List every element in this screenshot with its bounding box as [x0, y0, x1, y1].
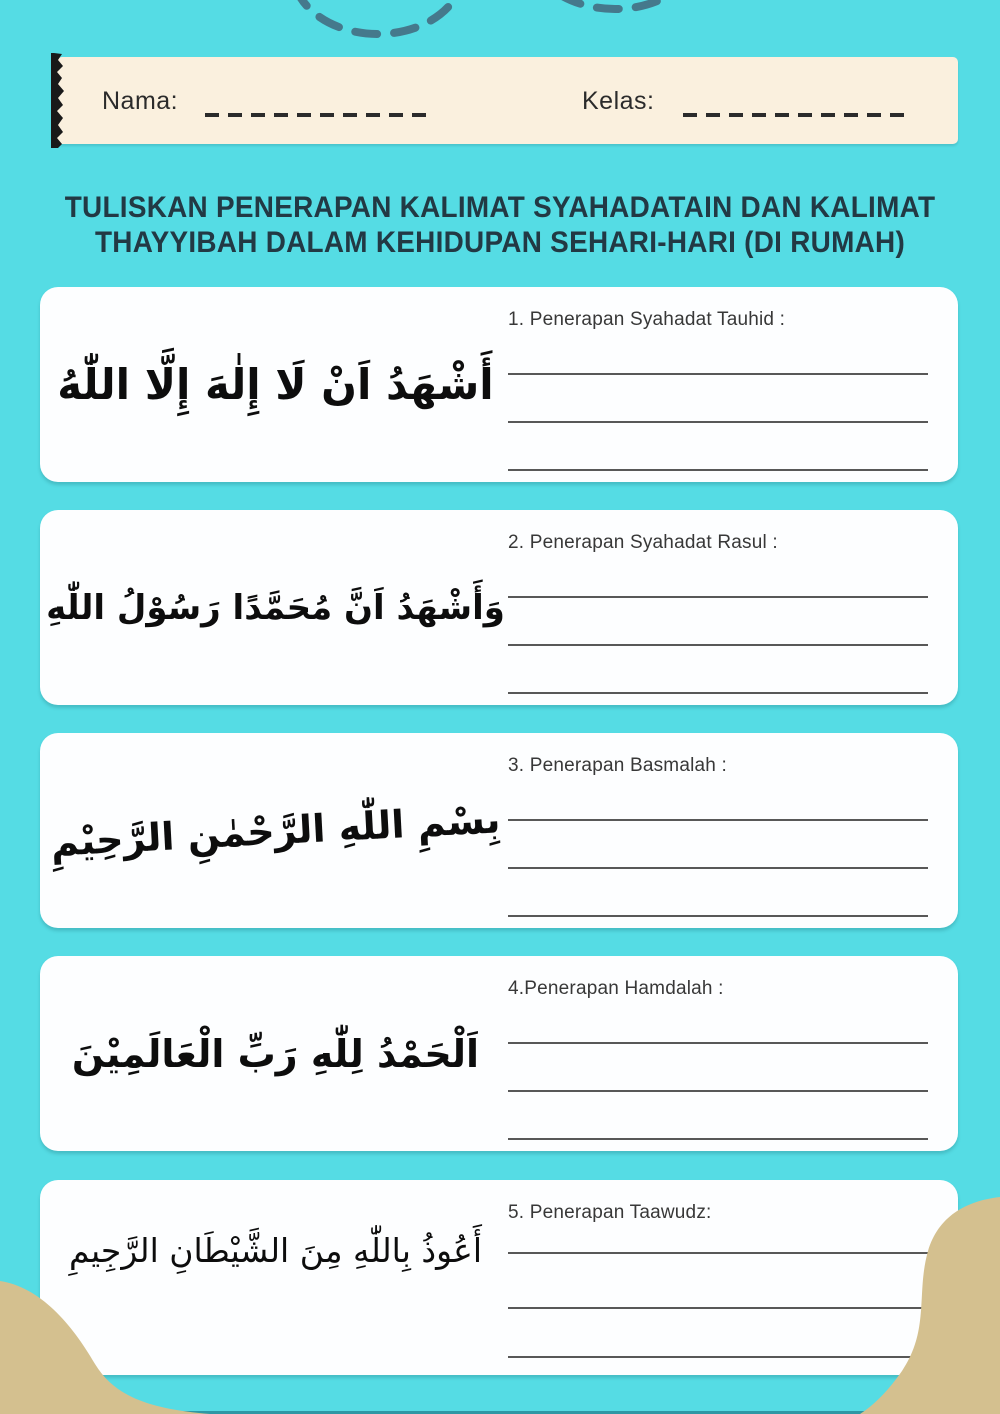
task-card-basmalah [40, 733, 958, 928]
dashed-arc-decoration [0, 0, 1000, 62]
answer-line[interactable] [508, 1138, 928, 1140]
worksheet-title-line2: THAYYIBAH DALAM KEHIDUPAN SEHARI-HARI (DI RUMAH) [94, 226, 906, 260]
arabic-calligraphy-taawudz: أَعُوذُ بِاللّٰهِ مِنَ الشَّيْطَانِ الرَّجِيمِ [69, 1230, 482, 1270]
answer-line[interactable] [508, 421, 928, 423]
card-prompt-label: 3. Penerapan Basmalah : [508, 755, 728, 776]
answer-line[interactable] [508, 469, 928, 471]
task-card-syahadat-rasul [40, 510, 958, 705]
task-card-hamdalah [40, 956, 958, 1151]
card-prompt-label: 4.Penerapan Hamdalah : [508, 978, 724, 999]
tan-blob-bottom-left-decoration [0, 1229, 380, 1414]
task-card-syahadat-tauhid [40, 287, 958, 482]
answer-line[interactable] [508, 819, 928, 821]
answer-line[interactable] [508, 867, 928, 869]
kelas-fill-line[interactable] [683, 113, 905, 117]
arabic-calligraphy-basmalah: بِسْمِ اللّٰهِ الرَّحْمٰنِ الرَّحِيْمِ [49, 796, 502, 865]
answer-line[interactable] [508, 1042, 928, 1044]
arabic-calligraphy-syahadat-rasul: وَأَشْهَدُ اَنَّ مُحَمَّدًا رَسُوْلُ اللّٰهِ [46, 587, 505, 628]
arabic-calligraphy-syahadat-tauhid: أَشْهَدُ اَنْ لَا إِلٰهَ إِلَّا اللّٰهُ [57, 360, 494, 409]
answer-line[interactable] [508, 1090, 928, 1092]
torn-edge-decoration [46, 53, 68, 148]
answer-line[interactable] [508, 373, 928, 375]
answer-line[interactable] [508, 644, 928, 646]
answer-line[interactable] [508, 915, 928, 917]
card-prompt-label: 1. Penerapan Syahadat Tauhid : [508, 309, 786, 330]
nama-label: Nama: [102, 87, 179, 115]
kelas-label: Kelas: [582, 87, 655, 115]
answer-line[interactable] [508, 692, 928, 694]
answer-line[interactable] [508, 596, 928, 598]
worksheet-title [35, 190, 965, 260]
card-prompt-label: 5. Penerapan Taawudz: [508, 1202, 712, 1223]
card-prompt-label: 2. Penerapan Syahadat Rasul : [508, 532, 778, 553]
tan-blob-bottom-right-decoration [860, 1189, 1000, 1414]
worksheet-title-line1: TULISKAN PENERAPAN KALIMAT SYAHADATAIN DAN KALIMAT [64, 191, 936, 224]
nama-fill-line[interactable] [205, 113, 427, 117]
arabic-calligraphy-hamdalah: اَلْحَمْدُ لِلّٰهِ رَبِّ الْعَالَمِيْنَ [71, 1031, 480, 1076]
name-class-banner [57, 57, 958, 144]
